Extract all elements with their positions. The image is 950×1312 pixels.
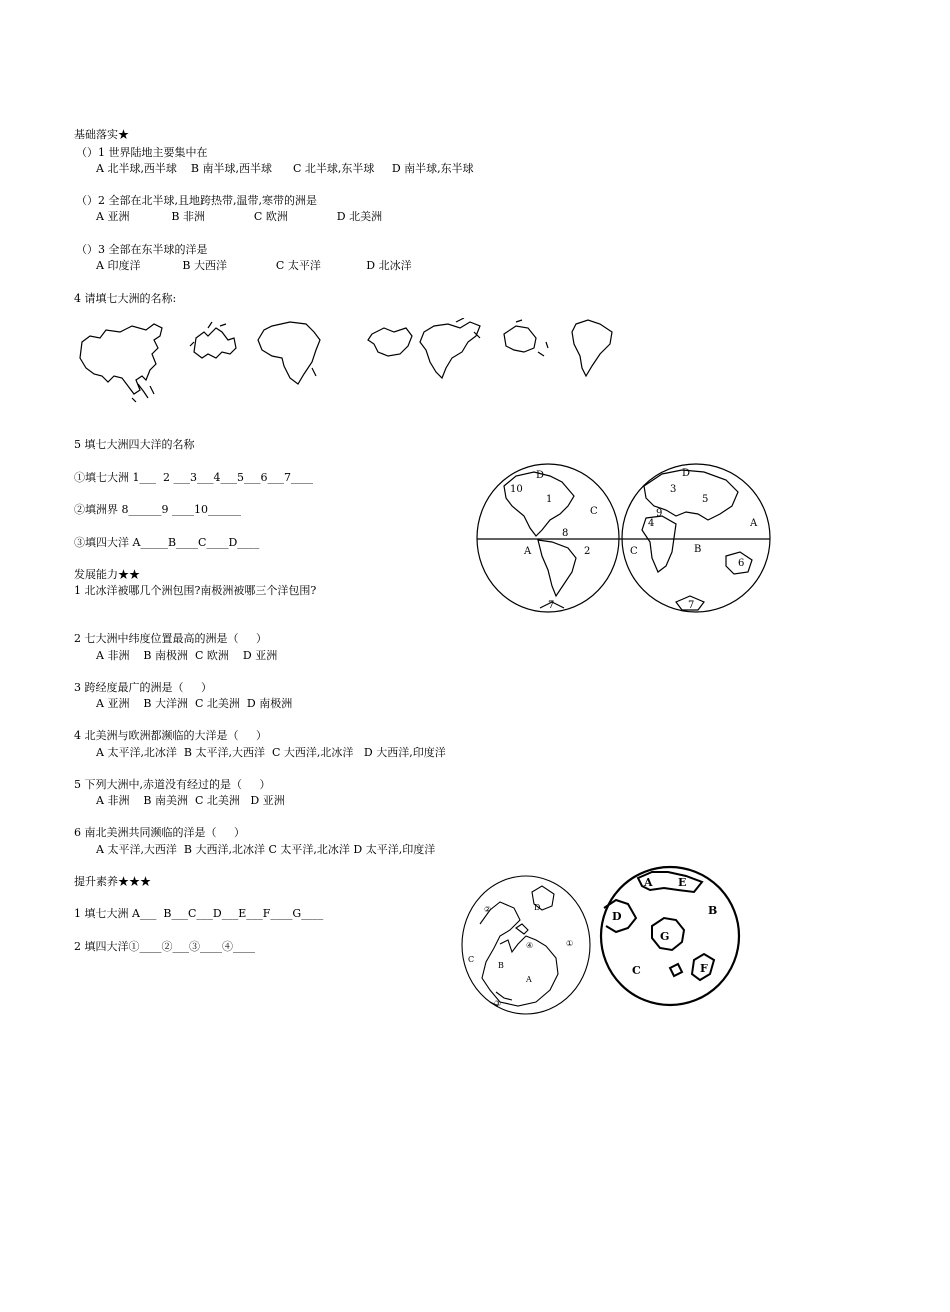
- develop-question-2-stem: 2 七大洲中纬度位置最高的洲是（ ）: [74, 632, 267, 645]
- north-polar-label: ①: [566, 939, 574, 948]
- hemisphere-label: 4: [648, 518, 655, 529]
- hemisphere-label: 2: [584, 546, 591, 557]
- north-polar-label: C: [468, 955, 475, 964]
- hemisphere-label: B: [694, 544, 702, 555]
- south-polar-label: F: [700, 962, 708, 975]
- question-1-options: A 北半球,西半球 B 南半球,西半球 C 北半球,东半球 D 南半球,东半球: [96, 162, 474, 175]
- asia-outline: [80, 324, 162, 394]
- antarctica-outline: [368, 328, 412, 356]
- oceania-outline: [504, 326, 536, 352]
- hemisphere-label: 7: [688, 600, 695, 611]
- develop-question-3-stem: 3 跨经度最广的洲是（ ）: [74, 681, 212, 694]
- continent-outlines-image: [76, 318, 621, 404]
- develop-question-2-options: A 非洲 B 南极洲 C 欧洲 D 亚洲: [96, 649, 278, 662]
- south-polar-label: E: [678, 876, 687, 889]
- north-polar-label: A: [526, 975, 532, 984]
- hemisphere-label: C: [590, 506, 598, 517]
- section-title-develop: 发展能力★★: [74, 568, 140, 581]
- north-polar-label: ③: [494, 999, 502, 1008]
- hemisphere-label: 5: [702, 494, 709, 505]
- south-america-outline: [572, 320, 612, 376]
- hemisphere-label: 10: [510, 484, 523, 495]
- develop-question-1: 1 北冰洋被哪几个洲包围?南极洲被哪三个洋包围?: [74, 584, 317, 597]
- question-5-line-3: ③填四大洋 A_____B____C____D____: [74, 536, 260, 549]
- question-2-stem: （）2 全部在北半球,且地跨热带,温带,寒带的洲是: [76, 194, 317, 207]
- north-polar-label: ②: [484, 905, 492, 914]
- question-4-stem: 4 请填七大洲的名称:: [74, 292, 177, 305]
- develop-question-6-stem: 6 南北美洲共同濒临的洋是（ ）: [74, 826, 245, 839]
- develop-question-5-stem: 5 下列大洲中,赤道没有经过的是（ ）: [74, 778, 271, 791]
- question-1-stem: （）1 世界陆地主要集中在: [76, 146, 208, 159]
- develop-question-5-options: A 非洲 B 南美洲 C 北美洲 D 亚洲: [96, 794, 285, 807]
- hemisphere-label: 1: [546, 494, 553, 505]
- north-polar-map: [460, 874, 592, 1016]
- question-3-options: A 印度洋 B 大西洋 C 太平洋 D 北冰洋: [96, 259, 412, 272]
- question-3-stem: （）3 全部在东半球的洋是: [76, 243, 208, 256]
- north-america-outline: [420, 322, 480, 378]
- south-polar-label: G: [660, 930, 670, 943]
- south-polar-label: D: [612, 910, 622, 923]
- africa-outline: [258, 322, 320, 384]
- hemisphere-label: C: [630, 546, 638, 557]
- north-polar-label: ④: [526, 941, 534, 950]
- south-polar-label: A: [644, 876, 653, 889]
- hemisphere-map: [476, 462, 772, 614]
- hemisphere-label: A: [524, 546, 532, 557]
- south-polar-label: B: [708, 904, 718, 917]
- develop-question-3-options: A 亚洲 B 大洋洲 C 北美洲 D 南极洲: [96, 697, 293, 710]
- improve-question-2: 2 填四大洋①____②___③____④____: [74, 940, 255, 953]
- develop-question-4-stem: 4 北美洲与欧洲都濒临的大洋是（ ）: [74, 729, 267, 742]
- develop-question-6-options: A 太平洋,大西洋 B 大西洋,北冰洋 C 太平洋,北冰洋 D 太平洋,印度洋: [96, 843, 436, 856]
- section-title-improve: 提升素养★★★: [74, 875, 151, 888]
- hemisphere-label: 9: [656, 508, 663, 519]
- europe-outline: [194, 328, 236, 358]
- improve-question-1: 1 填七大洲 A___ B___C___D___E___F____G____: [74, 907, 324, 920]
- hemisphere-label: D: [682, 468, 691, 479]
- question-2-options: A 亚洲 B 非洲 C 欧洲 D 北美洲: [96, 210, 383, 223]
- south-polar-map: [598, 864, 742, 1008]
- hemisphere-label: 3: [670, 484, 677, 495]
- south-polar-label: C: [632, 964, 641, 977]
- question-5-line-2: ②填洲界 8______9 ____10______: [74, 503, 241, 516]
- hemisphere-label: D: [536, 470, 545, 481]
- section-title-basic: 基础落实★: [74, 128, 129, 141]
- north-polar-label: D: [534, 903, 541, 912]
- north-polar-label: B: [498, 961, 504, 970]
- hemisphere-label: 6: [738, 558, 745, 569]
- hemisphere-label: 8: [562, 528, 569, 539]
- hemisphere-label: A: [750, 518, 758, 529]
- question-5-line-1: ①填七大洲 1___ 2 ___3___4___5___6___7____: [74, 471, 313, 484]
- question-5-title: 5 填七大洲四大洋的名称: [74, 438, 195, 451]
- hemisphere-label: 7: [548, 600, 555, 611]
- develop-question-4-options: A 太平洋,北冰洋 B 太平洋,大西洋 C 大西洋,北冰洋 D 大西洋,印度洋: [96, 746, 446, 759]
